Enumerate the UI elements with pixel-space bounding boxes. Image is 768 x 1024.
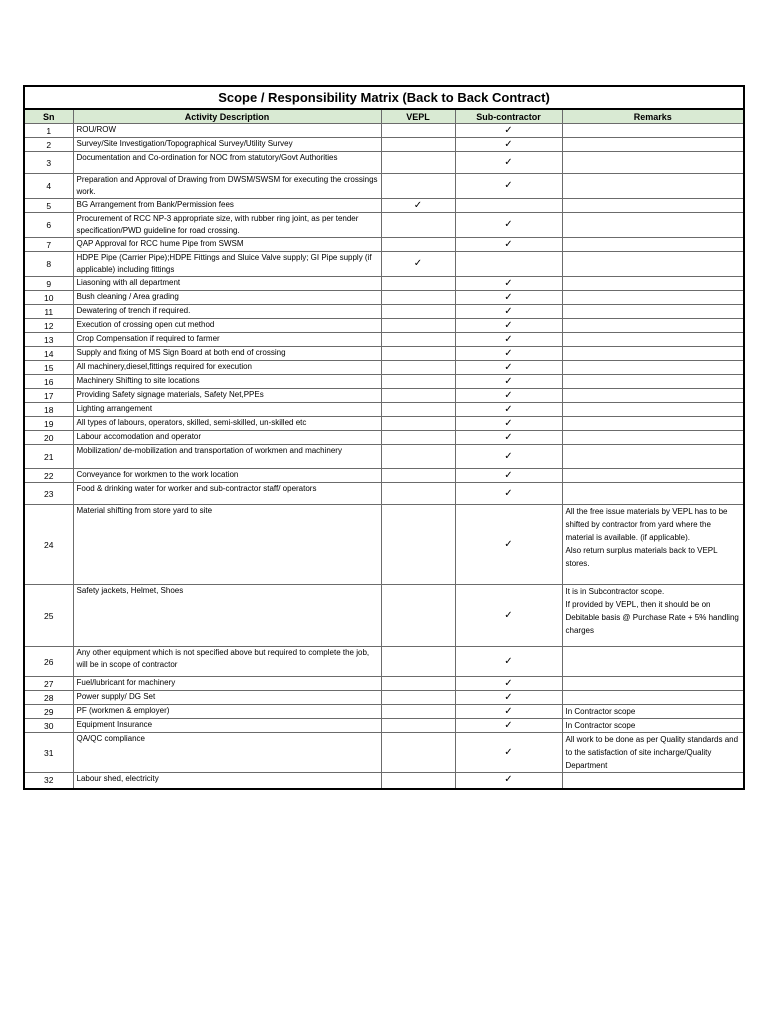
table-row bbox=[24, 277, 744, 291]
sn-cell: 12 bbox=[24, 319, 73, 333]
sub-contractor-mark-cell: ✓ bbox=[455, 733, 562, 773]
vepl-mark-cell bbox=[381, 124, 455, 138]
sub-contractor-mark-cell: ✓ bbox=[455, 773, 562, 789]
activity-cell: Crop Compensation if required to farmer bbox=[73, 333, 381, 347]
vepl-mark-cell bbox=[381, 238, 455, 252]
remarks-cell bbox=[562, 213, 744, 238]
vepl-mark-cell bbox=[381, 677, 455, 691]
activity-cell: Mobilization/ de-mobilization and transportation of workmen and machinery bbox=[73, 445, 381, 469]
sn-cell: 2 bbox=[24, 138, 73, 152]
sn-cell: 31 bbox=[24, 733, 73, 773]
responsibility-matrix bbox=[23, 85, 743, 790]
activity-cell: Labour accomodation and operator bbox=[73, 431, 381, 445]
remarks-cell: It is in Subcontractor scope. If provided by VEPL, then it should be on Debitable basis @ Purchase Rate + 5% handling charges bbox=[562, 585, 744, 647]
sn-cell: 22 bbox=[24, 469, 73, 483]
table-row bbox=[24, 505, 744, 585]
sub-contractor-mark-cell: ✓ bbox=[455, 152, 562, 174]
header-sub-contractor: Sub-contractor bbox=[455, 109, 562, 124]
sub-contractor-mark-cell: ✓ bbox=[455, 361, 562, 375]
activity-cell: QAP Approval for RCC hume Pipe from SWSM bbox=[73, 238, 381, 252]
remarks-cell: All the free issue materials by VEPL has to be shifted by contractor from yard where the material is available. (if applicable). Also return surplus materials back to VEPL stores. bbox=[562, 505, 744, 585]
sub-contractor-mark-cell bbox=[455, 199, 562, 213]
sub-contractor-mark-cell: ✓ bbox=[455, 691, 562, 705]
activity-cell: Supply and fixing of MS Sign Board at both end of crossing bbox=[73, 347, 381, 361]
sn-cell: 24 bbox=[24, 505, 73, 585]
remarks-cell: In Contractor scope bbox=[562, 705, 744, 719]
table-row bbox=[24, 691, 744, 705]
vepl-mark-cell bbox=[381, 647, 455, 677]
sub-contractor-mark-cell: ✓ bbox=[455, 347, 562, 361]
table-row bbox=[24, 483, 744, 505]
sn-cell: 9 bbox=[24, 277, 73, 291]
table-row bbox=[24, 469, 744, 483]
table-row bbox=[24, 333, 744, 347]
remarks-cell bbox=[562, 305, 744, 319]
activity-cell: PF (workmen & employer) bbox=[73, 705, 381, 719]
sub-contractor-mark-cell: ✓ bbox=[455, 213, 562, 238]
activity-cell: Safety jackets, Helmet, Shoes bbox=[73, 585, 381, 647]
vepl-mark-cell: ✓ bbox=[381, 199, 455, 213]
vepl-mark-cell bbox=[381, 431, 455, 445]
remarks-cell bbox=[562, 375, 744, 389]
activity-cell: Any other equipment which is not specified above but required to complete the job, will be in scope of contractor bbox=[73, 647, 381, 677]
vepl-mark-cell bbox=[381, 483, 455, 505]
sn-cell: 21 bbox=[24, 445, 73, 469]
sn-cell: 19 bbox=[24, 417, 73, 431]
sub-contractor-mark-cell: ✓ bbox=[455, 319, 562, 333]
sn-cell: 8 bbox=[24, 252, 73, 277]
table-row bbox=[24, 291, 744, 305]
table-row bbox=[24, 585, 744, 647]
activity-cell: Documentation and Co-ordination for NOC from statutory/Govt Authorities bbox=[73, 152, 381, 174]
sub-contractor-mark-cell: ✓ bbox=[455, 705, 562, 719]
remarks-cell bbox=[562, 333, 744, 347]
sn-cell: 16 bbox=[24, 375, 73, 389]
activity-cell: Procurement of RCC NP-3 appropriate size, with rubber ring joint, as per tender specification/PWD guideline for road crossing. bbox=[73, 213, 381, 238]
sub-contractor-mark-cell: ✓ bbox=[455, 469, 562, 483]
vepl-mark-cell bbox=[381, 403, 455, 417]
header-vepl: VEPL bbox=[381, 109, 455, 124]
table-row bbox=[24, 138, 744, 152]
sn-cell: 32 bbox=[24, 773, 73, 789]
table-row bbox=[24, 361, 744, 375]
remarks-cell bbox=[562, 677, 744, 691]
vepl-mark-cell bbox=[381, 417, 455, 431]
sn-cell: 20 bbox=[24, 431, 73, 445]
sn-cell: 10 bbox=[24, 291, 73, 305]
vepl-mark-cell bbox=[381, 347, 455, 361]
table-row bbox=[24, 238, 744, 252]
table-row bbox=[24, 647, 744, 677]
vepl-mark-cell bbox=[381, 375, 455, 389]
vepl-mark-cell bbox=[381, 174, 455, 199]
activity-cell: Machinery Shifting to site locations bbox=[73, 375, 381, 389]
table-row bbox=[24, 174, 744, 199]
sn-cell: 25 bbox=[24, 585, 73, 647]
sn-cell: 3 bbox=[24, 152, 73, 174]
activity-cell: Lighting arrangement bbox=[73, 403, 381, 417]
sn-cell: 28 bbox=[24, 691, 73, 705]
sub-contractor-mark-cell: ✓ bbox=[455, 719, 562, 733]
table-row bbox=[24, 719, 744, 733]
table-row bbox=[24, 773, 744, 789]
table-row bbox=[24, 124, 744, 138]
sheet-title: Scope / Responsibility Matrix (Back to Back Contract) bbox=[24, 86, 744, 109]
vepl-mark-cell bbox=[381, 705, 455, 719]
sub-contractor-mark-cell: ✓ bbox=[455, 138, 562, 152]
activity-cell: Providing Safety signage materials, Safety Net,PPEs bbox=[73, 389, 381, 403]
vepl-mark-cell bbox=[381, 469, 455, 483]
activity-cell: ROU/ROW bbox=[73, 124, 381, 138]
sub-contractor-mark-cell: ✓ bbox=[455, 445, 562, 469]
sub-contractor-mark-cell: ✓ bbox=[455, 403, 562, 417]
remarks-cell bbox=[562, 199, 744, 213]
table-row bbox=[24, 417, 744, 431]
activity-cell: Conveyance for workmen to the work location bbox=[73, 469, 381, 483]
sn-cell: 7 bbox=[24, 238, 73, 252]
matrix-body bbox=[24, 124, 744, 789]
sub-contractor-mark-cell: ✓ bbox=[455, 305, 562, 319]
remarks-cell bbox=[562, 445, 744, 469]
table-row bbox=[24, 252, 744, 277]
header-remarks: Remarks bbox=[562, 109, 744, 124]
vepl-mark-cell bbox=[381, 389, 455, 403]
sub-contractor-mark-cell: ✓ bbox=[455, 431, 562, 445]
remarks-cell bbox=[562, 291, 744, 305]
vepl-mark-cell bbox=[381, 138, 455, 152]
remarks-cell bbox=[562, 469, 744, 483]
remarks-cell bbox=[562, 252, 744, 277]
activity-cell: All machinery,diesel,fittings required for execution bbox=[73, 361, 381, 375]
remarks-cell bbox=[562, 431, 744, 445]
table-row bbox=[24, 199, 744, 213]
vepl-mark-cell bbox=[381, 691, 455, 705]
table-row bbox=[24, 403, 744, 417]
table-row bbox=[24, 305, 744, 319]
remarks-cell: In Contractor scope bbox=[562, 719, 744, 733]
activity-cell: Preparation and Approval of Drawing from DWSM/SWSM for executing the crossings work. bbox=[73, 174, 381, 199]
sub-contractor-mark-cell: ✓ bbox=[455, 277, 562, 291]
vepl-mark-cell bbox=[381, 152, 455, 174]
activity-cell: BG Arrangement from Bank/Permission fees bbox=[73, 199, 381, 213]
remarks-cell bbox=[562, 347, 744, 361]
activity-cell: Material shifting from store yard to site bbox=[73, 505, 381, 585]
vepl-mark-cell bbox=[381, 361, 455, 375]
activity-cell: Labour shed, electricity bbox=[73, 773, 381, 789]
table-row bbox=[24, 375, 744, 389]
table-row bbox=[24, 431, 744, 445]
table-row bbox=[24, 705, 744, 719]
table-row bbox=[24, 213, 744, 238]
sub-contractor-mark-cell: ✓ bbox=[455, 585, 562, 647]
remarks-cell bbox=[562, 138, 744, 152]
table-row bbox=[24, 319, 744, 333]
remarks-cell bbox=[562, 124, 744, 138]
remarks-cell bbox=[562, 647, 744, 677]
remarks-cell bbox=[562, 417, 744, 431]
sn-cell: 17 bbox=[24, 389, 73, 403]
activity-cell: Dewatering of trench if required. bbox=[73, 305, 381, 319]
remarks-cell bbox=[562, 152, 744, 174]
vepl-mark-cell bbox=[381, 291, 455, 305]
sn-cell: 30 bbox=[24, 719, 73, 733]
sub-contractor-mark-cell: ✓ bbox=[455, 238, 562, 252]
activity-cell: QA/QC compliance bbox=[73, 733, 381, 773]
remarks-cell bbox=[562, 389, 744, 403]
table-row bbox=[24, 677, 744, 691]
sn-cell: 1 bbox=[24, 124, 73, 138]
sub-contractor-mark-cell: ✓ bbox=[455, 677, 562, 691]
sub-contractor-mark-cell: ✓ bbox=[455, 417, 562, 431]
vepl-mark-cell bbox=[381, 719, 455, 733]
table-row bbox=[24, 152, 744, 174]
activity-cell: Execution of crossing open cut method bbox=[73, 319, 381, 333]
remarks-cell: All work to be done as per Quality standards and to the satisfaction of site incharge/Quality Department bbox=[562, 733, 744, 773]
sn-cell: 29 bbox=[24, 705, 73, 719]
remarks-cell bbox=[562, 238, 744, 252]
remarks-cell bbox=[562, 691, 744, 705]
table-row bbox=[24, 733, 744, 773]
sub-contractor-mark-cell: ✓ bbox=[455, 505, 562, 585]
matrix-table bbox=[23, 85, 745, 790]
sn-cell: 13 bbox=[24, 333, 73, 347]
remarks-cell bbox=[562, 403, 744, 417]
vepl-mark-cell bbox=[381, 505, 455, 585]
remarks-cell bbox=[562, 319, 744, 333]
vepl-mark-cell bbox=[381, 305, 455, 319]
sub-contractor-mark-cell: ✓ bbox=[455, 333, 562, 347]
activity-cell: Survey/Site Investigation/Topographical Survey/Utility Survey bbox=[73, 138, 381, 152]
sn-cell: 5 bbox=[24, 199, 73, 213]
remarks-cell bbox=[562, 773, 744, 789]
vepl-mark-cell bbox=[381, 585, 455, 647]
vepl-mark-cell: ✓ bbox=[381, 252, 455, 277]
remarks-cell bbox=[562, 277, 744, 291]
table-row bbox=[24, 445, 744, 469]
vepl-mark-cell bbox=[381, 445, 455, 469]
activity-cell: Equipment Insurance bbox=[73, 719, 381, 733]
table-row bbox=[24, 389, 744, 403]
sub-contractor-mark-cell: ✓ bbox=[455, 291, 562, 305]
sub-contractor-mark-cell: ✓ bbox=[455, 483, 562, 505]
vepl-mark-cell bbox=[381, 213, 455, 238]
sub-contractor-mark-cell bbox=[455, 252, 562, 277]
remarks-cell bbox=[562, 174, 744, 199]
sub-contractor-mark-cell: ✓ bbox=[455, 647, 562, 677]
activity-cell: All types of labours, operators, skilled, semi-skilled, un-skilled etc bbox=[73, 417, 381, 431]
sub-contractor-mark-cell: ✓ bbox=[455, 375, 562, 389]
sub-contractor-mark-cell: ✓ bbox=[455, 124, 562, 138]
activity-cell: HDPE Pipe (Carrier Pipe);HDPE Fittings and Sluice Valve supply; GI Pipe supply (if applicable) including fittings bbox=[73, 252, 381, 277]
activity-cell: Liasoning with all department bbox=[73, 277, 381, 291]
vepl-mark-cell bbox=[381, 277, 455, 291]
vepl-mark-cell bbox=[381, 773, 455, 789]
sn-cell: 18 bbox=[24, 403, 73, 417]
activity-cell: Fuel/lubricant for machinery bbox=[73, 677, 381, 691]
sn-cell: 4 bbox=[24, 174, 73, 199]
vepl-mark-cell bbox=[381, 733, 455, 773]
sn-cell: 15 bbox=[24, 361, 73, 375]
sub-contractor-mark-cell: ✓ bbox=[455, 389, 562, 403]
sn-cell: 11 bbox=[24, 305, 73, 319]
header-sn: Sn bbox=[24, 109, 73, 124]
remarks-cell bbox=[562, 483, 744, 505]
sn-cell: 14 bbox=[24, 347, 73, 361]
sub-contractor-mark-cell: ✓ bbox=[455, 174, 562, 199]
sn-cell: 26 bbox=[24, 647, 73, 677]
activity-cell: Bush cleaning / Area grading bbox=[73, 291, 381, 305]
sn-cell: 27 bbox=[24, 677, 73, 691]
sn-cell: 23 bbox=[24, 483, 73, 505]
header-activity: Activity Description bbox=[73, 109, 381, 124]
activity-cell: Power supply/ DG Set bbox=[73, 691, 381, 705]
header-row bbox=[24, 109, 744, 124]
table-row bbox=[24, 347, 744, 361]
activity-cell: Food & drinking water for worker and sub-contractor staff/ operators bbox=[73, 483, 381, 505]
remarks-cell bbox=[562, 361, 744, 375]
vepl-mark-cell bbox=[381, 333, 455, 347]
vepl-mark-cell bbox=[381, 319, 455, 333]
sn-cell: 6 bbox=[24, 213, 73, 238]
